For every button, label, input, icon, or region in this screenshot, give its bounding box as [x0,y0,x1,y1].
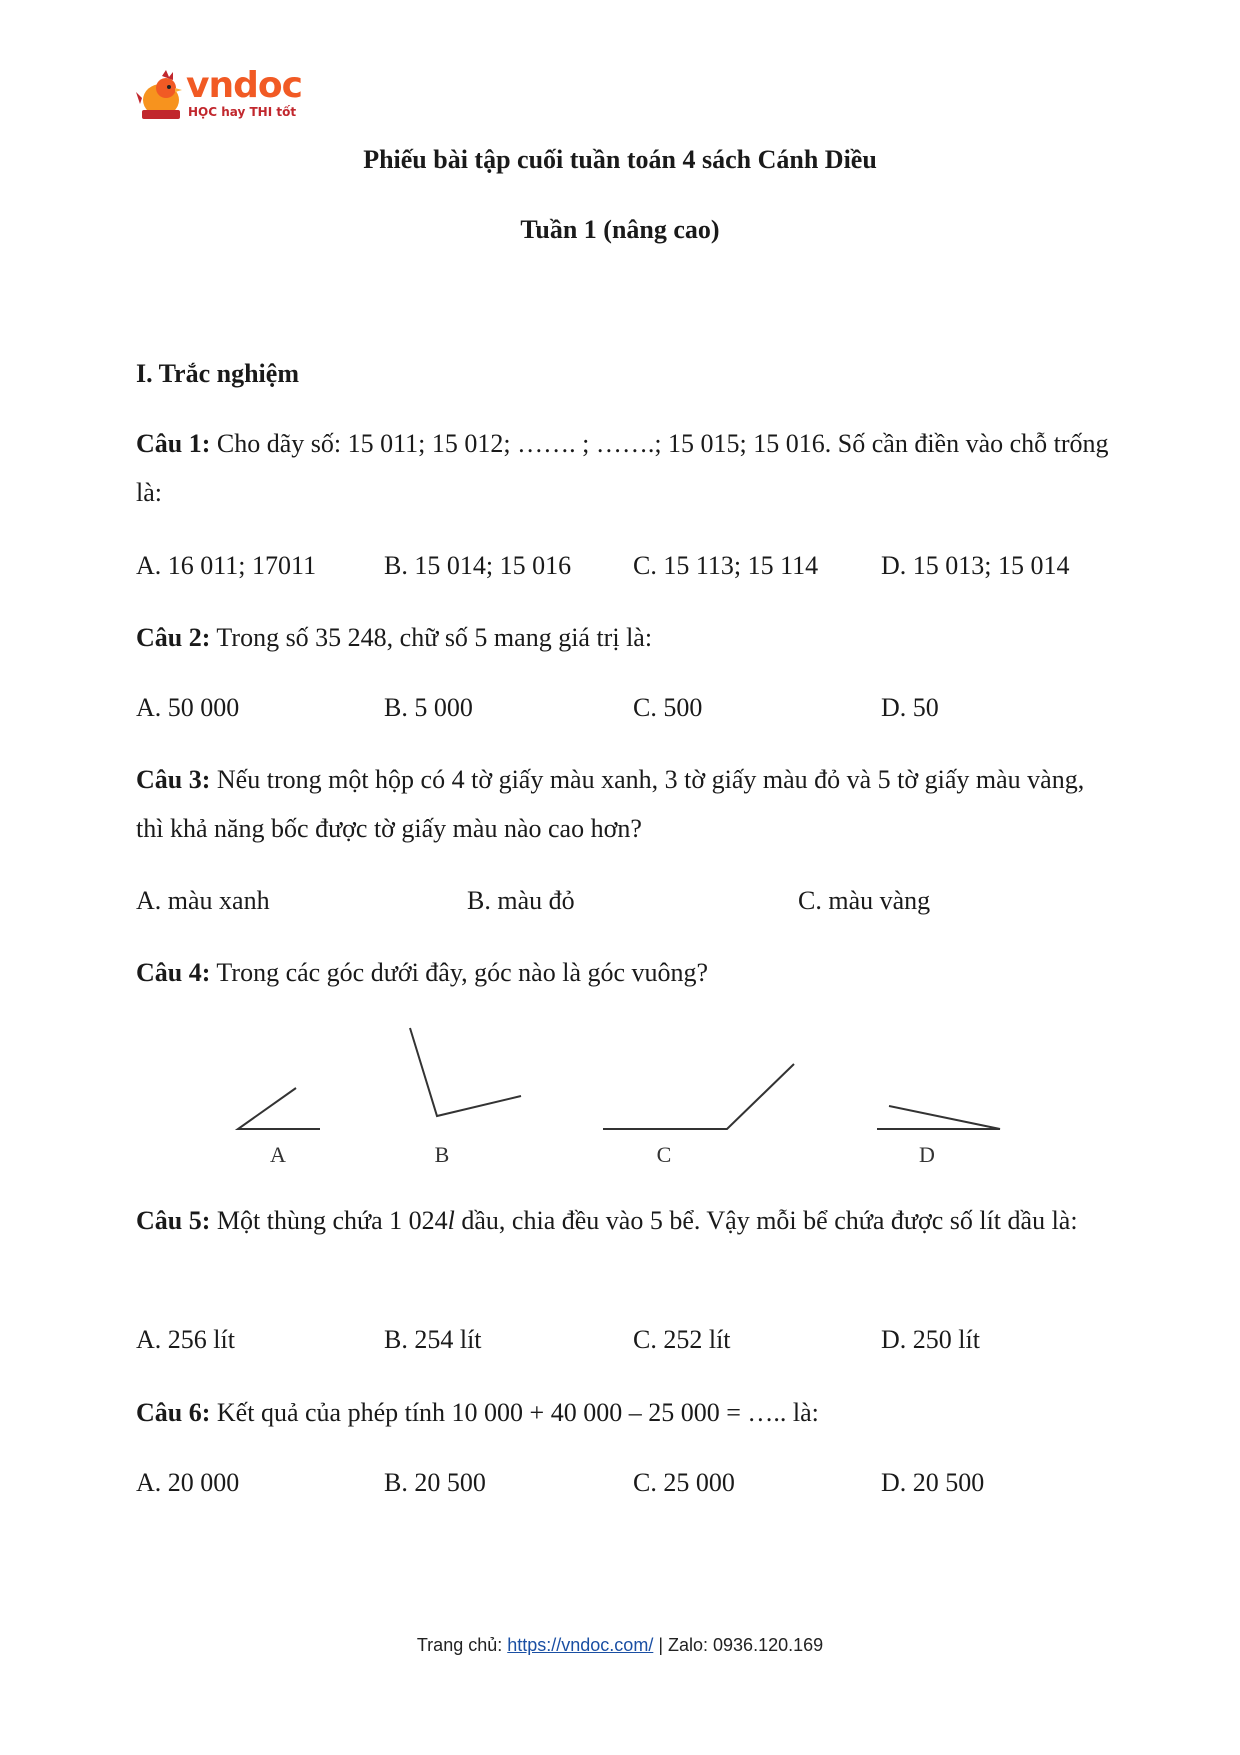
question-4-text: Trong các góc dưới đây, góc nào là góc vuông? [210,958,709,987]
question-5-label: Câu 5: [136,1206,211,1235]
angle-d [877,1106,1000,1167]
question-2-option-d: D. 50 [881,693,939,722]
question-6-option-c: C. 25 000 [633,1468,735,1497]
question-1-option-b: B. 15 014; 15 016 [384,551,572,580]
section-heading: I. Trắc nghiệm [136,359,299,388]
question-5-option-d: D. 250 lít [881,1325,980,1354]
question-4-label: Câu 4: [136,958,211,987]
question-6-option-d: D. 20 500 [881,1468,985,1497]
angles-figure [0,1020,1240,1180]
question-4 [136,948,1116,997]
document-title: Phiếu bài tập cuối tuần toán 4 sách Cánh Diều [363,145,877,174]
question-3-label: Câu 3: [136,765,211,794]
question-5-option-b: B. 254 lít [384,1325,482,1354]
question-5-text-after: dầu, chia đều vào 5 bể. Vậy mỗi bể chứa được số lít dầu là: [454,1206,1078,1235]
question-6 [136,1388,1116,1437]
question-6-option-b: B. 20 500 [384,1468,486,1497]
question-2-label: Câu 2: [136,623,211,652]
angle-d-label: D [919,1142,935,1167]
question-3-text: Nếu trong một hộp có 4 tờ giấy màu xanh, 3 tờ giấy màu đỏ và 5 tờ giấy màu vàng, thì khả năng bốc được tờ giấy màu nào cao hơn? [136,765,1085,843]
question-5-text-before: Một thùng chứa 1 024 [210,1206,448,1235]
rooster-mascot-icon [136,70,186,122]
question-6-label: Câu 6: [136,1398,211,1427]
question-1-option-c: C. 15 113; 15 114 [633,551,819,580]
question-1 [136,419,1116,517]
homepage-link[interactable]: https://vndoc.com/ [507,1635,654,1655]
question-1-label: Câu 1: [136,429,211,458]
document-subtitle: Tuần 1 (nâng cao) [520,215,720,244]
angle-c-label: C [656,1142,672,1167]
question-3-option-a: A. màu xanh [136,886,270,915]
question-3-option-b: B. màu đỏ [467,886,575,915]
footer-contact: | Zalo: 0936.120.169 [653,1635,824,1655]
angle-c [603,1064,794,1167]
angle-a-label: A [270,1142,286,1167]
footer-prefix: Trang chủ: [416,1635,508,1655]
vndoc-logo [136,66,306,126]
question-1-option-d: D. 15 013; 15 014 [881,551,1070,580]
question-6-option-a: A. 20 000 [136,1468,240,1497]
question-5 [136,1196,1116,1245]
angle-b-label: B [434,1142,450,1167]
question-2-text: Trong số 35 248, chữ số 5 mang giá trị là: [210,623,653,652]
logo-tagline: HỌC hay THI tốt [188,105,297,119]
question-5-unit: l [447,1206,455,1235]
question-2-option-b: B. 5 000 [384,693,473,722]
question-3 [136,755,1116,853]
question-2-option-c: C. 500 [633,693,703,722]
question-2-option-a: A. 50 000 [136,693,240,722]
question-5-option-c: C. 252 lít [633,1325,731,1354]
question-2 [136,613,1116,662]
angle-b [410,1028,521,1167]
question-1-option-a: A. 16 011; 17011 [136,551,317,580]
question-3-option-c: C. màu vàng [798,886,931,915]
question-5-option-a: A. 256 lít [136,1325,235,1354]
question-6-text: Kết quả của phép tính 10 000 + 40 000 – 25 000 = ….. là: [210,1398,819,1427]
logo-wordmark: vndoc [186,65,302,106]
question-1-text: Cho dãy số: 15 011; 15 012; ……. ; …….; 15 015; 15 016. Số cần điền vào chỗ trống là: [136,429,1109,507]
page-footer [0,1635,1240,1656]
angle-a [238,1088,320,1167]
